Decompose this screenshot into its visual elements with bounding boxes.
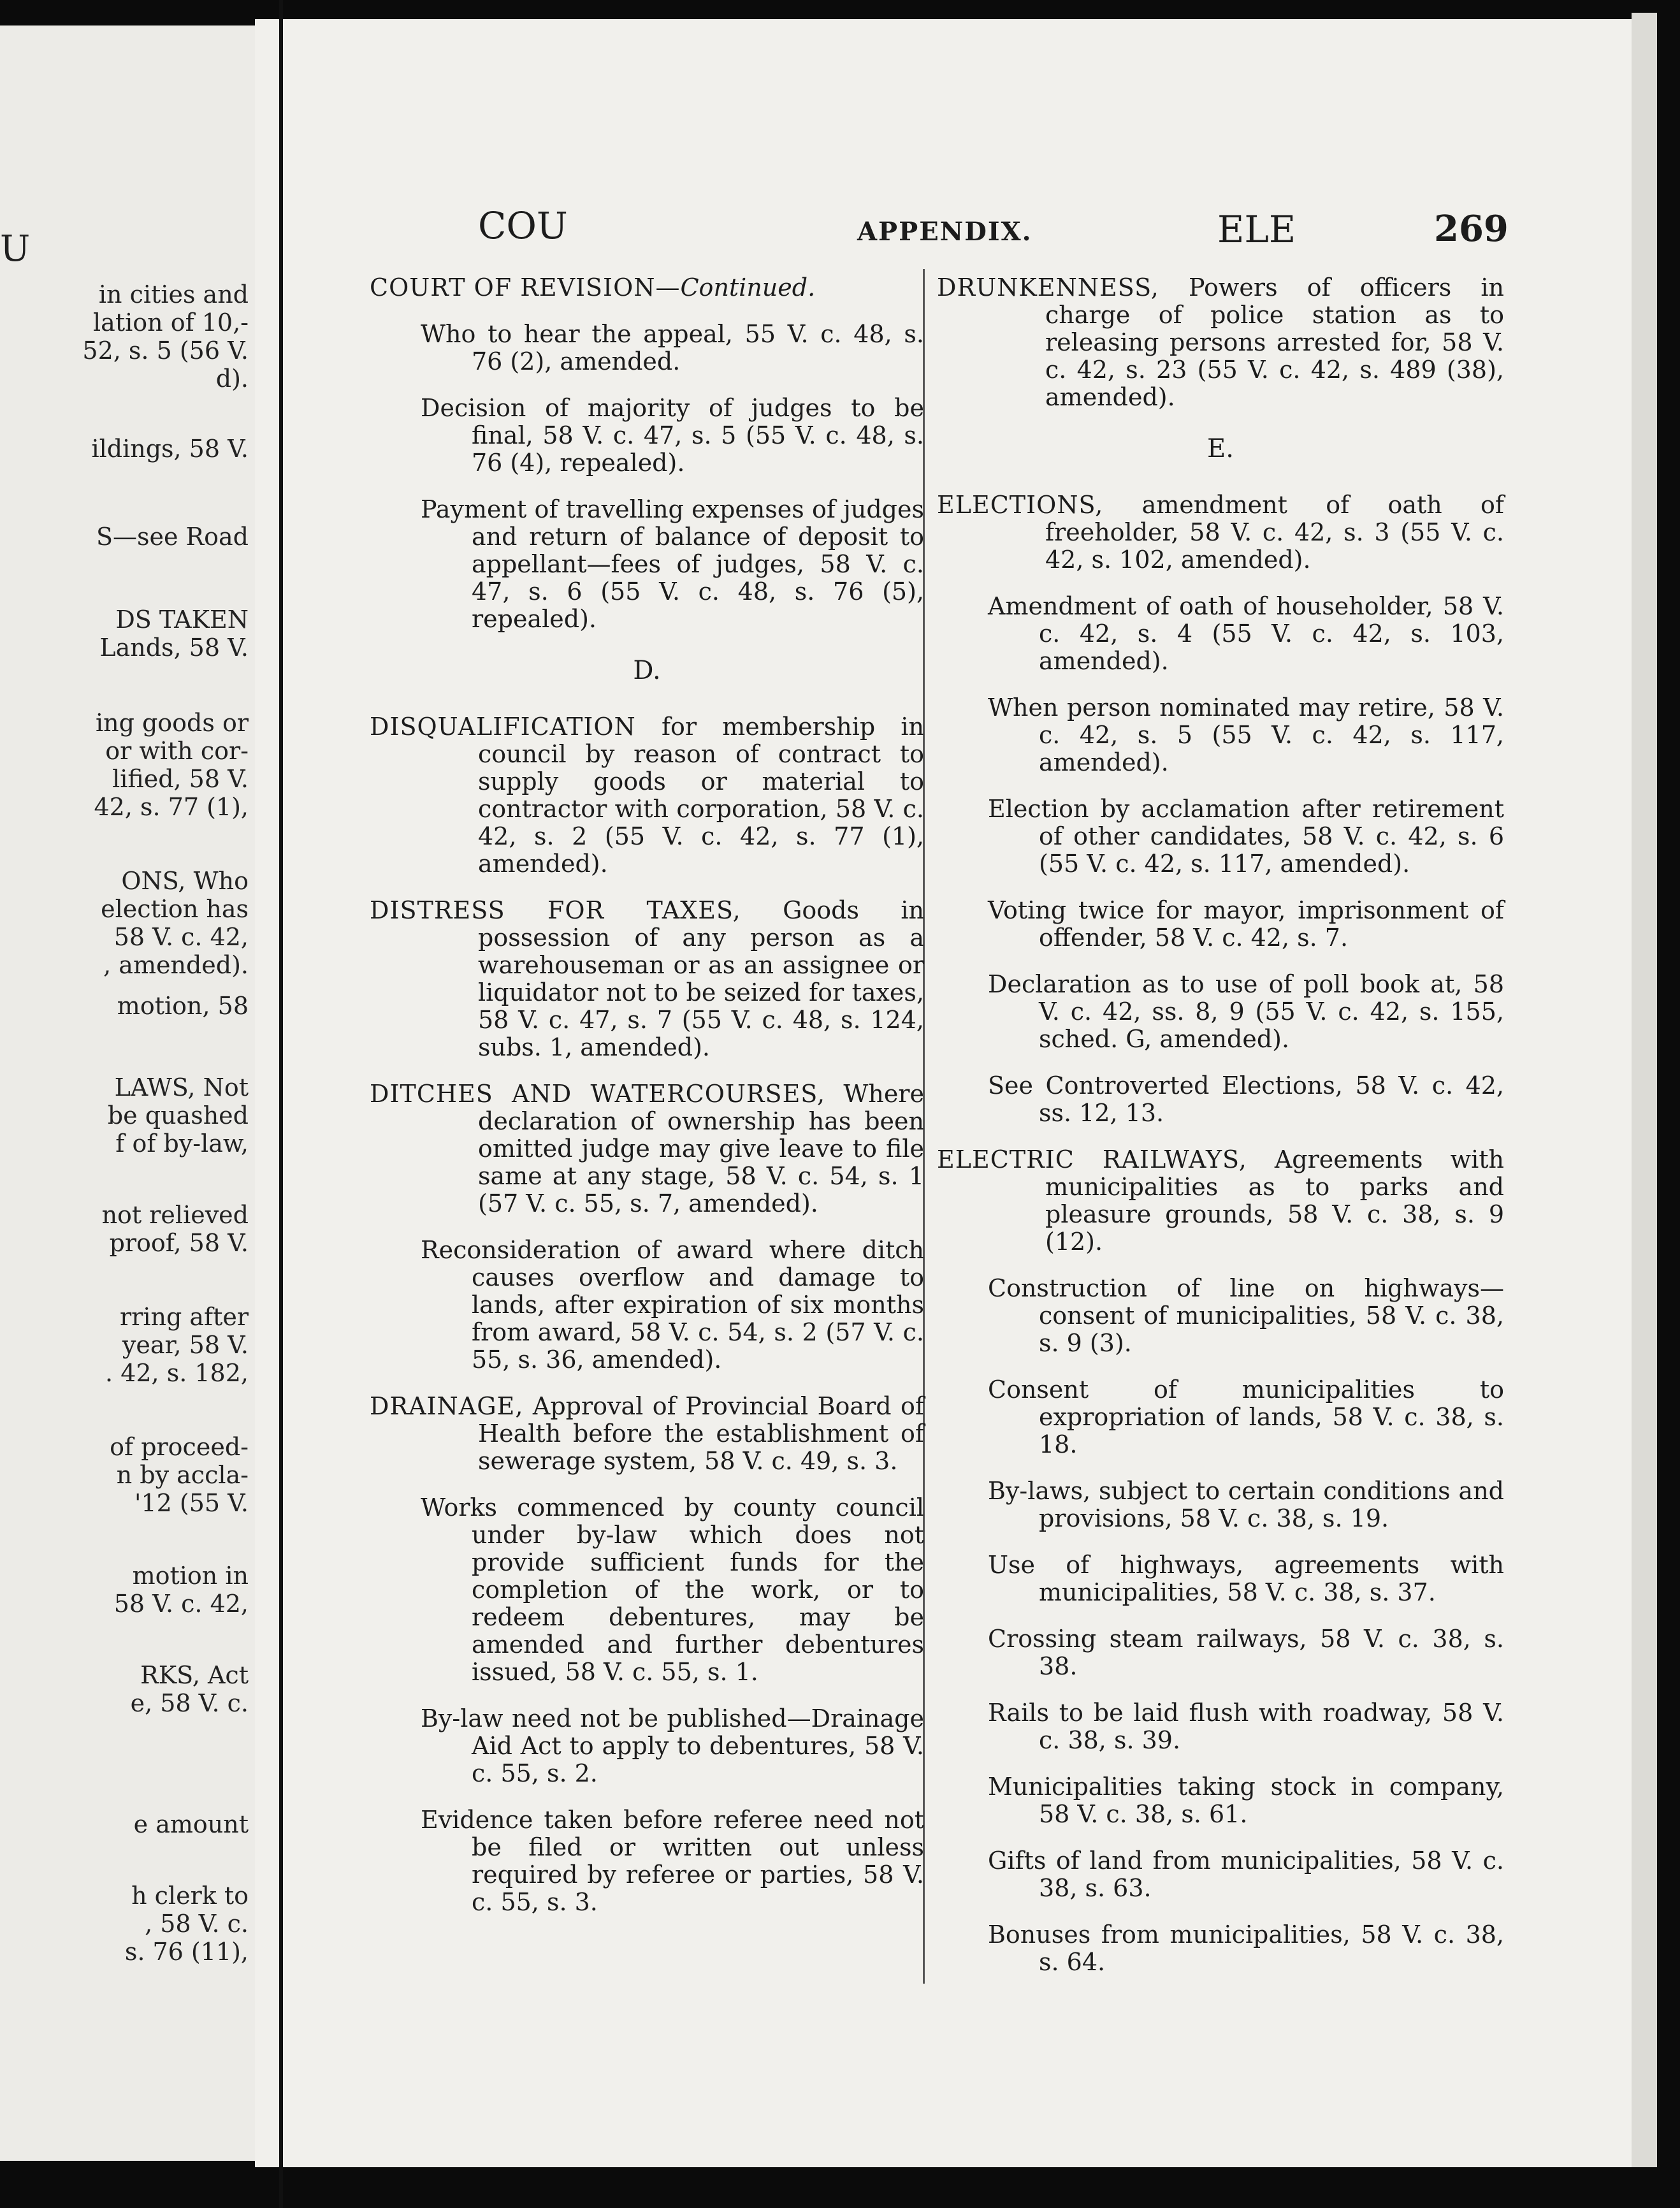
index-subentry xyxy=(937,1773,1504,1828)
fragment-line: 52, s. 5 (56 V. xyxy=(82,337,249,365)
fragment-line: '12 (55 V. xyxy=(134,1489,249,1517)
entry-text: Approval of Provincial Board of Health before the establishment of sewerage system, 58 V. c. 49, s. 3. xyxy=(478,1392,924,1475)
index-entry xyxy=(937,491,1504,574)
index-subentry xyxy=(937,593,1504,675)
index-subentry xyxy=(937,1275,1504,1357)
fragment-line: h clerk to xyxy=(131,1882,249,1910)
entry-text: Payment of travelling expenses of judges and return of balance of deposit to appellant—fees of judges, 58 V. c. 47, s. 6 (55 V. c. 48, s. 76 (5), repealed). xyxy=(421,495,924,633)
fragment-line: in cities and xyxy=(98,280,249,309)
entry-text: Evidence taken before referee need not be filed or written out unless required by referee or parties, 58 V. c. 55, s. 3. xyxy=(421,1806,924,1916)
entry-heading: ELECTIONS, xyxy=(937,491,1104,519)
page-number: 269 xyxy=(1434,208,1509,250)
guide-word-left: COU xyxy=(478,204,568,247)
index-entry xyxy=(937,1146,1504,1256)
fragment-line: LAWS, Not xyxy=(114,1073,249,1101)
entry-text: Powers of officers in charge of police station as to releasing persons arrested for, 58 V. c. 42, s. 23 (55 V. c. 42, s. 489 (38), amended). xyxy=(1045,273,1504,411)
page-header xyxy=(255,204,1657,255)
fragment-line: of proceed- xyxy=(110,1433,249,1461)
fragment-line: n by accla- xyxy=(116,1461,249,1489)
entry-text: Gifts of land from municipalities, 58 V. c. 38, s. 63. xyxy=(988,1847,1504,1902)
fragment-line: proof, 58 V. xyxy=(109,1229,249,1257)
entry-text: Construction of line on highways—consent of municipalities, 58 V. c. 38, s. 9 (3). xyxy=(988,1274,1504,1357)
entry-text: Reconsideration of award where ditch causes overflow and damage to lands, after expiration of six months from award, 58 V. c. 54, s. 2 (57 V. c. 55, s. 36, amended). xyxy=(421,1236,924,1374)
entry-text: Works commenced by county council under by-law which does not provide sufficient funds for the completion of the work, or to redeem debentures, may be amended and further debentures issued, 58 V. c. 55, s. 1. xyxy=(421,1493,924,1686)
fragment-line: 58 V. c. 42, xyxy=(113,923,249,951)
entry-heading: COURT OF REVISION— xyxy=(370,273,681,301)
page-edge-shadow xyxy=(1632,13,1657,2167)
section-letter: D. xyxy=(633,656,661,685)
fragment-line: or with cor- xyxy=(105,737,249,765)
index-column-right xyxy=(937,274,1504,1995)
index-entry xyxy=(937,274,1504,411)
entry-text: Agreements with municipalities as to parks and pleasure grounds, 58 V. c. 38, s. 9 (12). xyxy=(1045,1145,1504,1256)
index-subentry xyxy=(937,795,1504,878)
fragment-line: lation of 10,- xyxy=(93,309,249,337)
index-entry xyxy=(370,897,924,1061)
fragment-line: d). xyxy=(215,365,249,393)
entry-text: Decision of majority of judges to be final, 58 V. c. 47, s. 5 (55 V. c. 48, s. 76 (4), repealed). xyxy=(421,394,924,477)
entry-text: for membership in council by reason of contract to supply goods or material to contractor with corporation, 58 V. c. 42, s. 2 (55 V. c. 42, s. 77 (1), amended). xyxy=(478,713,924,878)
entry-text: Declaration as to use of poll book at, 58 V. c. 42, ss. 8, 9 (55 V. c. 42, s. 155, sched. G, amended). xyxy=(988,970,1504,1053)
entry-text: Goods in possession of any person as a warehouseman or as an assignee or liquidator not to be seized for taxes, 58 V. c. 47, s. 7 (55 V. c. 48, s. 124, subs. 1, amended). xyxy=(478,896,924,1061)
index-subentry xyxy=(937,1699,1504,1754)
fragment-line: . 42, s. 182, xyxy=(105,1359,249,1387)
entry-text: When person nominated may retire, 58 V. c. 42, s. 5 (55 V. c. 42, s. 117, amended). xyxy=(988,694,1504,776)
entry-heading: DISTRESS FOR TAXES, xyxy=(370,896,741,924)
index-subentry xyxy=(370,1705,924,1787)
entry-heading: DISQUALIFICATION xyxy=(370,713,636,741)
index-subentry xyxy=(937,1551,1504,1606)
running-title: APPENDIX. xyxy=(857,217,1032,247)
guide-word-right: ELE xyxy=(1217,208,1296,251)
index-subentry xyxy=(370,1806,924,1916)
entry-heading: DRAINAGE, xyxy=(370,1392,524,1420)
section-letter: E. xyxy=(1207,434,1234,463)
index-subentry xyxy=(370,496,924,633)
fragment-line: RKS, Act xyxy=(140,1661,249,1689)
entry-text: Voting twice for mayor, imprisonment of offender, 58 V. c. 42, s. 7. xyxy=(988,896,1504,952)
page-gutter-edge xyxy=(279,0,283,2208)
index-entry xyxy=(370,274,924,301)
fragment-line: ildings, 58 V. xyxy=(91,435,249,463)
fragment-line: rring after xyxy=(119,1303,249,1331)
index-subentry xyxy=(370,1494,924,1686)
fragment-line: s. 76 (11), xyxy=(124,1938,249,1966)
entry-text: Where declaration of ownership has been omitted judge may give leave to file same at any stage, 58 V. c. 54, s. 1 (57 V. c. 55, s. 7, amended). xyxy=(478,1080,924,1217)
index-subentry xyxy=(937,897,1504,952)
entry-text: See Controverted Elections, 58 V. c. 42, ss. 12, 13. xyxy=(988,1071,1504,1127)
index-column-left xyxy=(370,274,924,1935)
index-subentry xyxy=(937,1921,1504,1976)
entry-text: amendment of oath of freeholder, 58 V. c. 42, s. 3 (55 V. c. 42, s. 102, amended). xyxy=(1045,491,1504,574)
entry-text: By-law need not be published—Drainage Aid Act to apply to debentures, 58 V. c. 55, s. 2. xyxy=(421,1704,924,1787)
fragment-line: motion, 58 xyxy=(117,992,249,1020)
index-subentry xyxy=(370,321,924,375)
fragment-line: ing goods or xyxy=(95,709,249,737)
book-page xyxy=(255,19,1657,2167)
fragment-line: 42, s. 77 (1), xyxy=(94,793,249,821)
index-entry xyxy=(370,1393,924,1475)
previous-page-fragment xyxy=(0,25,268,2161)
index-subentry xyxy=(937,1847,1504,1902)
fragment-line: , amended). xyxy=(103,951,249,979)
fragment-line: 58 V. c. 42, xyxy=(113,1590,249,1618)
entry-text: Rails to be laid flush with roadway, 58 V. c. 38, s. 39. xyxy=(988,1699,1504,1754)
fragment-line: e amount xyxy=(133,1810,249,1838)
index-subentry xyxy=(937,694,1504,776)
fragment-line: motion in xyxy=(132,1562,249,1590)
index-subentry xyxy=(370,1237,924,1374)
index-entry xyxy=(370,1080,924,1217)
fragment-line: Lands, 58 V. xyxy=(99,634,249,662)
fragment-line: , 58 V. c. xyxy=(145,1910,249,1938)
fragment-line: lified, 58 V. xyxy=(112,765,249,793)
fragment-line: ONS, Who xyxy=(121,867,249,895)
fragment-line: not relieved xyxy=(101,1201,249,1229)
continued-label: Continued. xyxy=(680,273,816,301)
entry-text: Municipalities taking stock in company, 58 V. c. 38, s. 61. xyxy=(988,1773,1504,1828)
fragment-line: election has xyxy=(101,895,249,923)
fragment-line: DS TAKEN xyxy=(115,606,249,634)
fragment-line: f of by-law, xyxy=(115,1129,249,1158)
entry-heading: DITCHES AND WATERCOURSES, xyxy=(370,1080,826,1108)
index-entry xyxy=(370,713,924,878)
fragment-line: e, 58 V. c. xyxy=(130,1689,249,1717)
fragment-line: S—see Road xyxy=(96,523,249,551)
entry-text: Use of highways, agreements with municipalities, 58 V. c. 38, s. 37. xyxy=(988,1551,1504,1606)
index-subentry xyxy=(937,1072,1504,1127)
index-subentry xyxy=(937,971,1504,1053)
entry-text: Election by acclamation after retirement of other candidates, 58 V. c. 42, s. 6 (55 V. c. 42, s. 117, amended). xyxy=(988,795,1504,878)
entry-text: Bonuses from municipalities, 58 V. c. 38, s. 64. xyxy=(988,1921,1504,1976)
index-subentry xyxy=(937,1478,1504,1532)
fragment-line: year, 58 V. xyxy=(122,1331,249,1359)
index-subentry xyxy=(937,1376,1504,1458)
entry-text: Crossing steam railways, 58 V. c. 38, s. 38. xyxy=(988,1625,1504,1680)
index-subentry xyxy=(370,395,924,477)
entry-heading: DRUNKENNESS, xyxy=(937,273,1159,301)
entry-text: Consent of municipalities to expropriation of lands, 58 V. c. 38, s. 18. xyxy=(988,1376,1504,1458)
entry-text: Amendment of oath of householder, 58 V. c. 42, s. 4 (55 V. c. 42, s. 103, amended). xyxy=(988,592,1504,675)
entry-text: Who to hear the appeal, 55 V. c. 48, s. 76 (2), amended. xyxy=(421,320,924,375)
index-subentry xyxy=(937,1625,1504,1680)
entry-text: By-laws, subject to certain conditions and provisions, 58 V. c. 38, s. 19. xyxy=(988,1477,1504,1532)
fragment-line: be quashed xyxy=(107,1101,249,1129)
entry-heading: ELECTRIC RAILWAYS, xyxy=(937,1145,1247,1173)
previous-page-guide-letter: U xyxy=(0,228,31,270)
